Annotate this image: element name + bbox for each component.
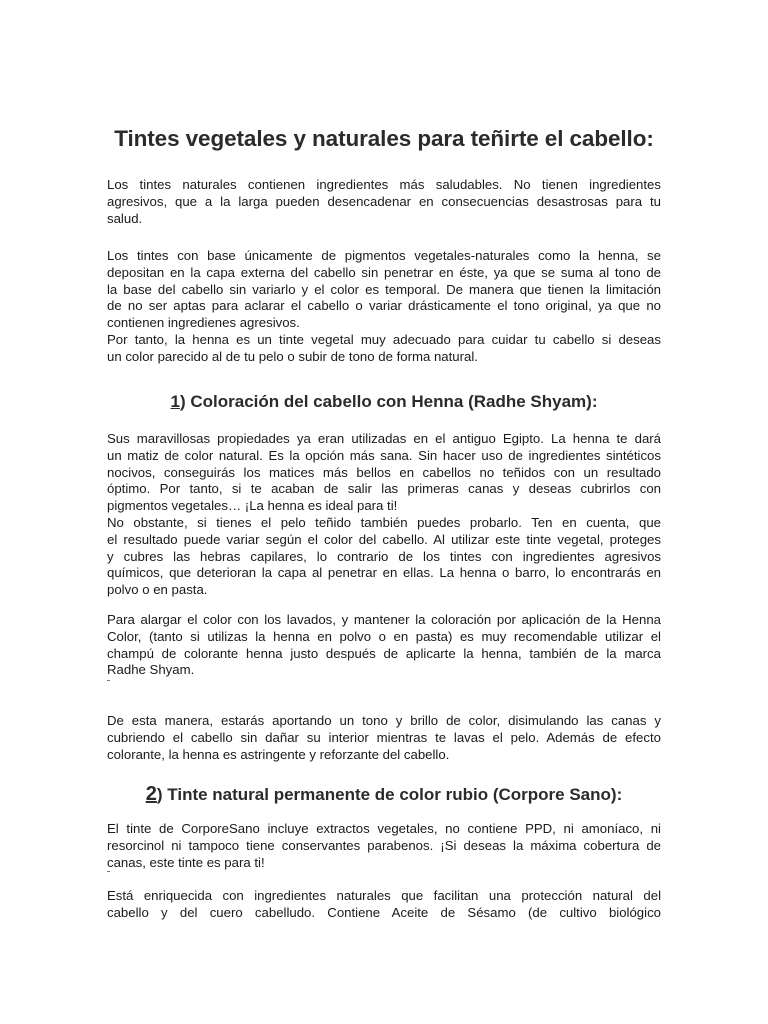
text-line: Color, (tanto si utilizas la henna en polvo o en pasta) es muy recomendable utilizar el (107, 628, 661, 644)
text-line: nocivos, conseguirás los matices más bellos en cabellos no teñidos con un resultado (107, 464, 661, 480)
text-line: Está enriquecida con ingredientes naturales que facilitan una protección natural del (107, 888, 661, 903)
text-line: De esta manera, estarás aportando un tono y brillo de color, disimulando las canas y (107, 713, 661, 728)
section-1-paragraph-2 (107, 612, 661, 679)
text-line: Los tintes naturales contienen ingredientes más saludables. No tienen ingredientes (107, 177, 661, 192)
text-line: Los tintes con base únicamente de pigmentos vegetales-naturales como la henna, se (107, 248, 661, 263)
text-line: cabello y del cuero cabelludo. Contiene Aceite de Sésamo (de cultivo biológico (107, 904, 661, 920)
text-line: champú de colorante henna justo después de aplicarte la henna, también de la marca (107, 645, 661, 661)
text-line: depositan en la capa externa del cabello sin penetrar en éste, ya que se suma al tono de (107, 264, 661, 280)
text-line: canas, este tinte es para ti! (107, 854, 265, 870)
text-line: de no ser aptas para aclarar el cabello o variar drásticamente el tono original, ya que no (107, 298, 661, 314)
text-line: Radhe Shyam. (107, 662, 195, 678)
text-line: un color parecido al de tu pelo o subir de tono de forma natural. (107, 348, 478, 364)
text-line: Para alargar el color con los lavados, y mantener la coloración por aplicación de la Henna (107, 612, 661, 627)
text-line: El tinte de CorporeSano incluye extractos vegetales, no contiene PPD, ni amoníaco, ni (107, 821, 661, 836)
text-line: óptimo. Por tanto, si te acaban de salir las primeras canas y deseas cubrirlos con (107, 481, 661, 497)
text-line: agresivos, que a la larga pueden desencadenar en consecuencias desastrosas para tu (107, 193, 661, 209)
section-2-paragraph-1 (107, 821, 661, 871)
intro-paragraph (107, 177, 661, 227)
section-2-paragraph-2 (107, 888, 661, 922)
section-1-number: 1 (170, 392, 180, 411)
text-line: Por tanto, la henna es un tinte vegetal muy adecuado para cuidar tu cabello si deseas (107, 331, 661, 347)
document-title: Tintes vegetales y naturales para teñirte el cabello: (114, 126, 654, 151)
text-line: contienen ingredienes agresivos. (107, 315, 300, 331)
text-line: Sus maravillosas propiedades ya eran utilizadas en el antiguo Egipto. La henna te dará (107, 431, 661, 446)
text-line: un matiz de color natural. Es la opción más sana. Sin hacer uso de ingredientes sintéticos (107, 447, 661, 463)
text-line: No obstante, si tienes el pelo teñido también puedes probarlo. Ten en cuenta, que (107, 514, 661, 530)
text-line: salud. (107, 210, 143, 226)
section-1-heading-text: ) Coloración del cabello con Henna (Radhe Shyam): (179, 392, 598, 411)
text-line: y cubres las hebras capilares, lo contrario de los tintes con ingredientes agresivos (107, 548, 661, 564)
section-2-heading (107, 783, 661, 806)
text-line: el resultado puede variar según el color del cabello. Al utilizar este tinte vegetal, proteges (107, 531, 661, 547)
text-line: resorcinol ni tampoco tiene conservantes parabenos. ¡Si deseas la máxima cobertura de (107, 837, 661, 853)
section-2-heading-text: ) Tinte natural permanente de color rubio (Corpore Sano): (156, 785, 623, 804)
section-1-heading (107, 392, 661, 412)
text-line: pigmentos vegetales… ¡La henna es ideal para ti! (107, 498, 398, 514)
base-paragraph (107, 248, 661, 366)
text-line: colorante, la henna es astringente y reforzante del cabello. (107, 746, 450, 762)
section-2-number: 2 (145, 783, 157, 805)
text-line: cubriendo el cabello sin dañar su interior mientras te lavas el pelo. Además de efecto (107, 729, 661, 745)
divider-mark (107, 871, 110, 872)
text-line: polvo o en pasta. (107, 582, 208, 598)
text-line: químicos, que deterioran la capa al penetrar en ellas. La henna o barro, lo encontrarás en (107, 565, 661, 581)
section-1-paragraph-3 (107, 713, 661, 763)
section-1-paragraph-1 (107, 431, 661, 599)
text-line: la base del cabello sin variarlo y el color es temporal. De manera que tienen la limitación (107, 281, 661, 297)
divider-mark (107, 680, 110, 681)
